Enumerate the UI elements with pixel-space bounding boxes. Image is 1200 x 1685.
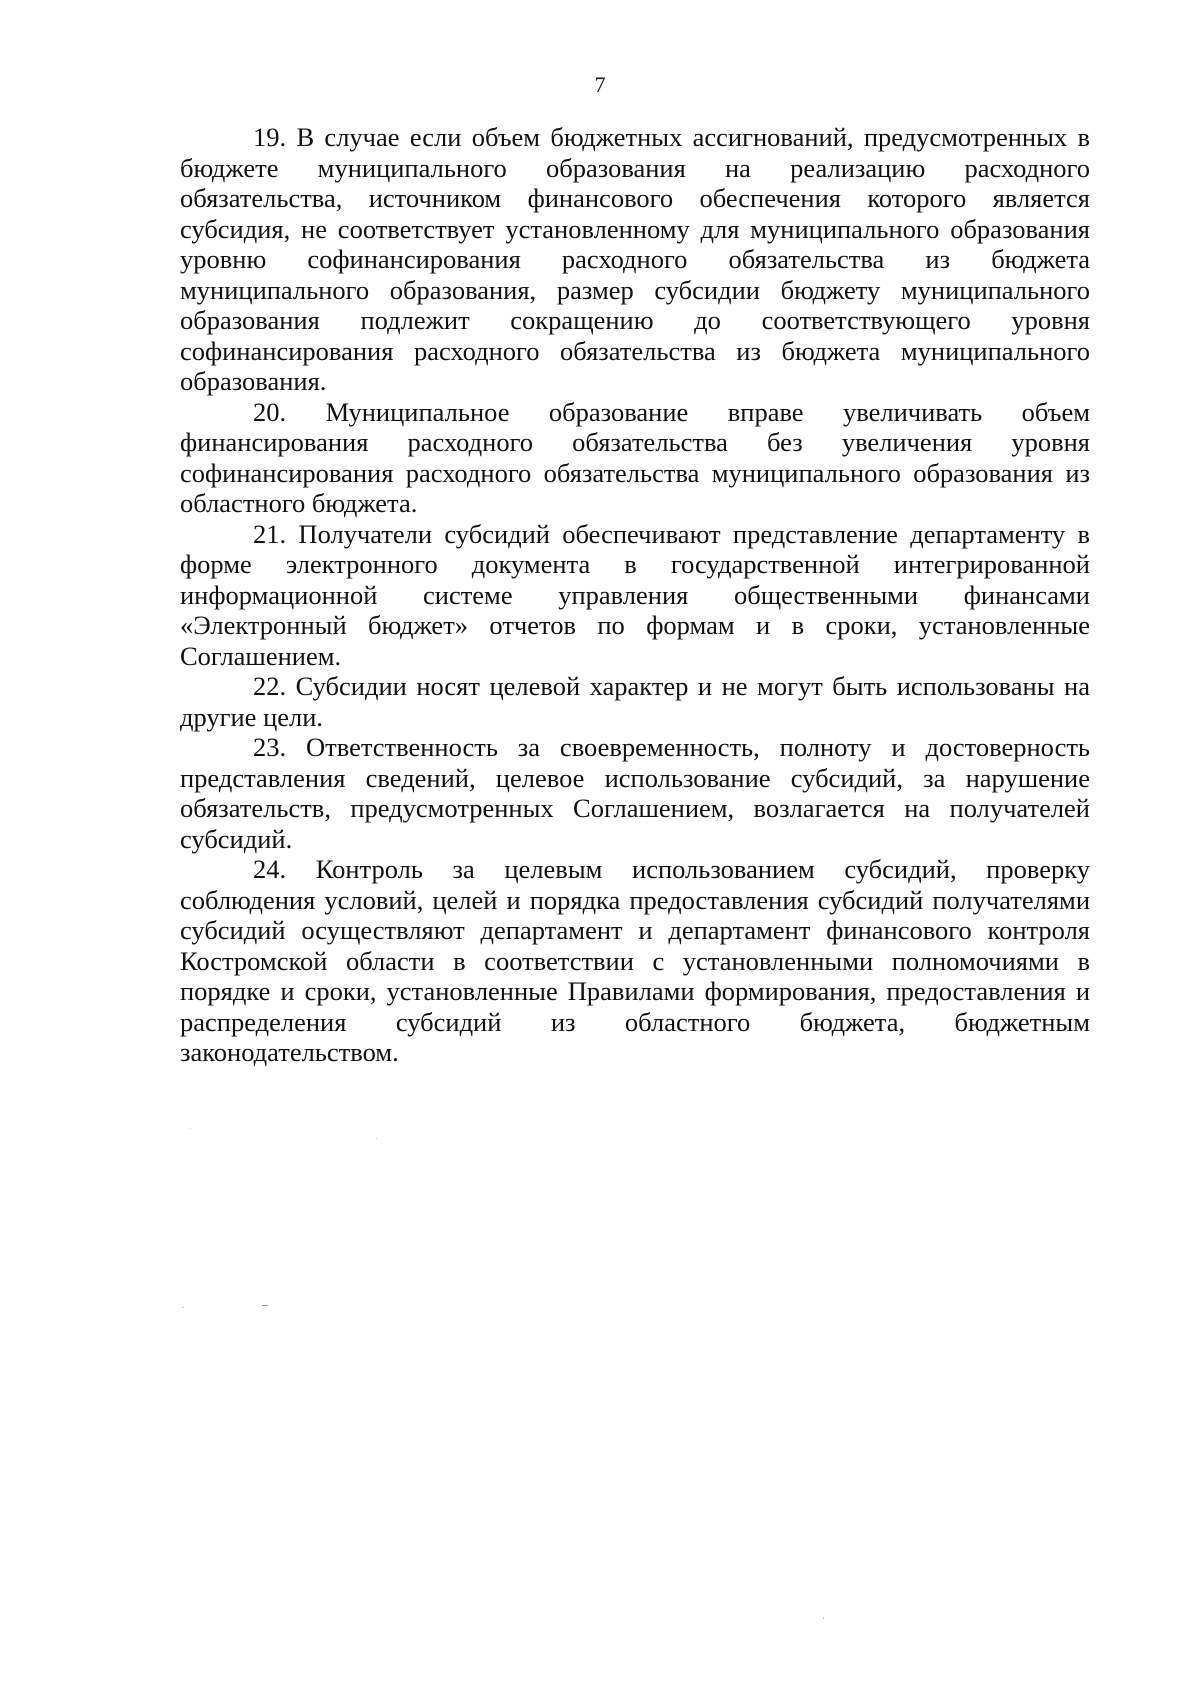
document-body (180, 122, 1090, 1068)
paragraph-21: 21. Получатели субсидий обеспечивают представление департаменту в форме электронного документа в государственной интегрированной информационной системе управления общественными финансами «Электронный бюджет» отчетов по формам и в сроки, установленные Соглашением. (180, 518, 1090, 671)
scan-speck (823, 1617, 824, 1619)
scan-speck (190, 1128, 191, 1129)
scan-speck (376, 1138, 377, 1139)
paragraph-24: 24. Контроль за целевым использованием субсидий, проверку соблюдения условий, целей и порядка предоставления субсидий получателями субсидий осуществляют департамент и департамент финансового контроля Костромской области в соответствии с установленными полномочиями в порядке и сроки, установленные Правилами формирования, предоставления и распределения субсидий из областного бюджета, бюджетным законодательством. (180, 854, 1090, 1067)
scan-speck (182, 1307, 184, 1308)
paragraph-22: 22. Субсидии носят целевой характер и не могут быть использованы на другие цели. (180, 671, 1090, 732)
paragraph-23: 23. Ответственность за своевременность, полноту и достоверность представления сведений, целевое использование субсидий, за нарушение обязательств, предусмотренных Соглашением, возлагается на получателей субсидий. (180, 732, 1090, 854)
scan-speck (262, 1305, 268, 1306)
paragraph-20: 20. Муниципальное образование вправе увеличивать объем финансирования расходного обязательства без увеличения уровня софинансирования расходного обязательства муниципального образования из областного бюджета. (180, 396, 1090, 518)
page-number: 7 (594, 72, 606, 97)
paragraph-19: 19. В случае если объем бюджетных ассигнований, предусмотренных в бюджете муниципального образования на реализацию расходного обязательства, источником финансового обеспечения которого является субсидия, не соответствует установленному для муниципального образования уровню софинансирования расходного обязательства из бюджета муниципального образования, размер субсидии бюджету муниципального образования подлежит сокращению до соответствующего уровня софинансирования расходного обязательства из бюджета муниципального образования. (180, 122, 1090, 396)
